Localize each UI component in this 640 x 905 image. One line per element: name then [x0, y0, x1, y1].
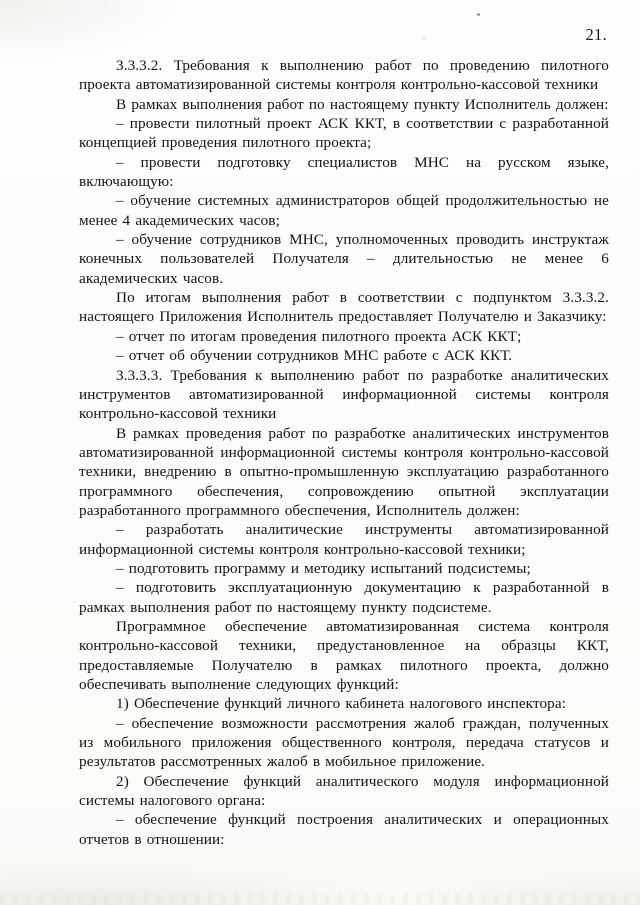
paragraph-3333-heading: 3.3.3.3. Требования к выполнению работ по разработке аналитических инструментов автоматизированной информационной системы контроля контрольно-кассовой техники [79, 366, 609, 423]
scan-speck [477, 13, 480, 16]
list-item-operational-docs: – подготовить эксплуатационную документацию к разработанной в рамках выполнения работ по настоящему пункту подсистеме. [79, 579, 609, 616]
list-item-test-program: – подготовить программу и методику испытаний подсистемы; [116, 559, 531, 577]
paragraph-intro-3333: В рамках проведения работ по разработке аналитических инструментов автоматизированной информационной системы контроля контрольно-кассовой техники, внедрению в опытно-промышленную эксплуатацию разработанного программного обеспечения, сопровождению опытной эксплуатации разработанного программного обеспечения, Исполнитель должен: [79, 424, 609, 519]
scan-speck [423, 37, 425, 39]
paragraph-results-3332: По итогам выполнения работ в соответствии с подпунктом 3.3.3.2. настоящего Приложения Исполнитель предоставляет Получателю и Заказчику: [79, 289, 609, 326]
list-item-complaints: – обеспечение возможности рассмотрения жалоб граждан, полученных из мобильного приложения общественного контроля, передача статусов и результатов рассмотренных жалоб в мобильное приложение. [79, 714, 609, 771]
list-item-reports: – обеспечение функций построения аналитических и операционных отчетов в отношении: [79, 811, 609, 848]
list-item-staff-training: – обучение сотрудников МНС, уполномоченных проводить инструктаж конечных пользователей Получателя – длительностью не менее 6 академических часов. [79, 231, 609, 287]
page-number: 21. [585, 25, 607, 44]
list-item-develop-tools: – разработать аналитические инструменты автоматизированной информационной системы контроля контрольно-кассовой техники; [79, 521, 609, 558]
paragraph-software-functions: Программное обеспечение автоматизированная система контроля контрольно-кассовой техники, предустановленное на образцы ККТ, предоставляемые Получателю в рамках пилотного проекта, должно обеспечивать выполнение следующих функций: [79, 617, 609, 693]
scan-edge-noise [0, 893, 640, 905]
list-item-training-mns: – провести подготовку специалистов МНС на русском языке, включающую: [79, 153, 609, 191]
paragraph-3332-heading: 3.3.3.2. Требования к выполнению работ по проведению пилотного проекта автоматизированной системы контроля контрольно-кассовой техники [79, 57, 609, 94]
list-item-pilot-project: – провести пилотный проект АСК ККТ, в соответствии с разработанной концепцией проведения пилотного проекта; [79, 115, 609, 152]
list-item-report-pilot: – отчет по итогам проведения пилотного проекта АСК ККТ; [116, 327, 522, 345]
list-item-function-1: 1) Обеспечение функций личного кабинета налогового инспектора: [116, 695, 567, 713]
list-item-function-2: 2) Обеспечение функций аналитического модуля информационной системы налогового органа: [79, 772, 609, 810]
list-item-admin-training: – обучение системных администраторов общей продолжительностью не менее 4 академических часов; [79, 192, 609, 229]
list-item-report-training: – отчет об обучении сотрудников МНС работе с АСК ККТ. [116, 347, 513, 365]
document-body [79, 56, 609, 849]
paragraph-intro-3332: В рамках выполнения работ по настоящему пункту Исполнитель должен: [116, 95, 609, 113]
